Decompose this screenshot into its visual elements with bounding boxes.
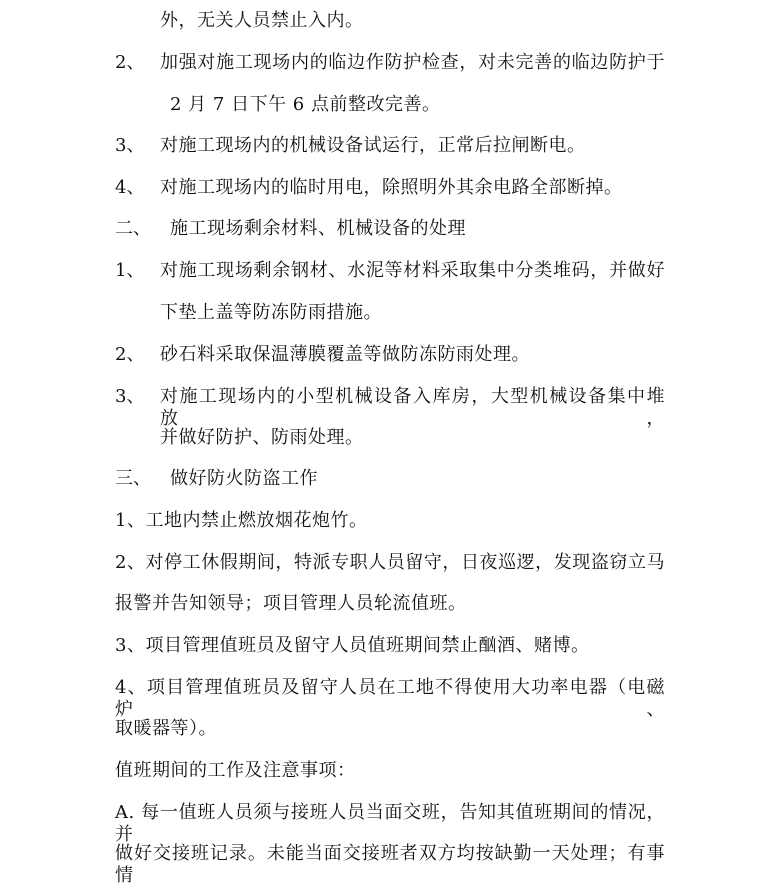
text-line (160, 260, 665, 282)
text-line (160, 52, 665, 74)
text-line (115, 677, 665, 721)
text-line: 外，无关人员禁止入内。 (160, 10, 364, 31)
section-number: 三、 (115, 468, 151, 489)
text-line: 2 月 7 日下午 6 点前整改完善。 (170, 94, 441, 115)
text-span: 4、项目管理值班员及留守人员在工地不得使用大功率电器（电磁炉、 (115, 677, 665, 720)
list-number: 2、 (115, 344, 145, 365)
text-span: 对施工现场剩余钢材、水泥等材料采取集中分类堆码，并做好 (160, 260, 665, 281)
text-line: 值班期间的工作及注意事项： (115, 760, 356, 781)
text-line: 报警并告知领导；项目管理人员轮流值班。 (115, 593, 467, 614)
text-line (115, 843, 665, 887)
text-span: 做好交接班记录。未能当面交接班者双方均按缺勤一天处理；有事情 (115, 843, 665, 886)
text-line (160, 386, 665, 430)
text-line: 对施工现场内的机械设备试运行，正常后拉闸断电。 (160, 135, 586, 156)
section-heading: 施工现场剩余材料、机械设备的处理 (170, 218, 466, 239)
list-number: 2、 (115, 52, 145, 73)
text-line: 取暖器等）。 (115, 718, 217, 739)
text-line (115, 802, 665, 846)
list-number: 1、 (115, 260, 145, 281)
text-span: 加强对施工现场内的临边作防护检查，对未完善的临边防护于 (160, 52, 665, 73)
list-number: 3、 (115, 386, 145, 407)
section-number: 二、 (115, 218, 151, 239)
text-span: A. 每一值班人员须与接班人员当面交班，告知其值班期间的情况，并 (115, 802, 665, 845)
text-span: 2、对停工休假期间，特派专职人员留守，日夜巡逻，发现盗窃立马 (115, 552, 665, 573)
text-line: 下垫上盖等防冻防雨措施。 (160, 302, 382, 323)
text-line: 砂石料采取保温薄膜覆盖等做防冻防雨处理。 (160, 344, 530, 365)
section-heading: 做好防火防盗工作 (170, 468, 318, 489)
text-line: 并做好防护、防雨处理。 (160, 427, 364, 448)
text-line: 对施工现场内的临时用电，除照明外其余电路全部断掉。 (160, 177, 623, 198)
list-number: 4、 (115, 177, 145, 198)
list-number: 3、 (115, 135, 145, 156)
text-line: 3、项目管理值班员及留守人员值班期间禁止酗酒、赌博。 (115, 635, 590, 656)
text-span: 对施工现场内的小型机械设备入库房，大型机械设备集中堆放， (160, 386, 665, 429)
text-line: 1、工地内禁止燃放烟花炮竹。 (115, 510, 368, 531)
text-line (115, 552, 665, 574)
